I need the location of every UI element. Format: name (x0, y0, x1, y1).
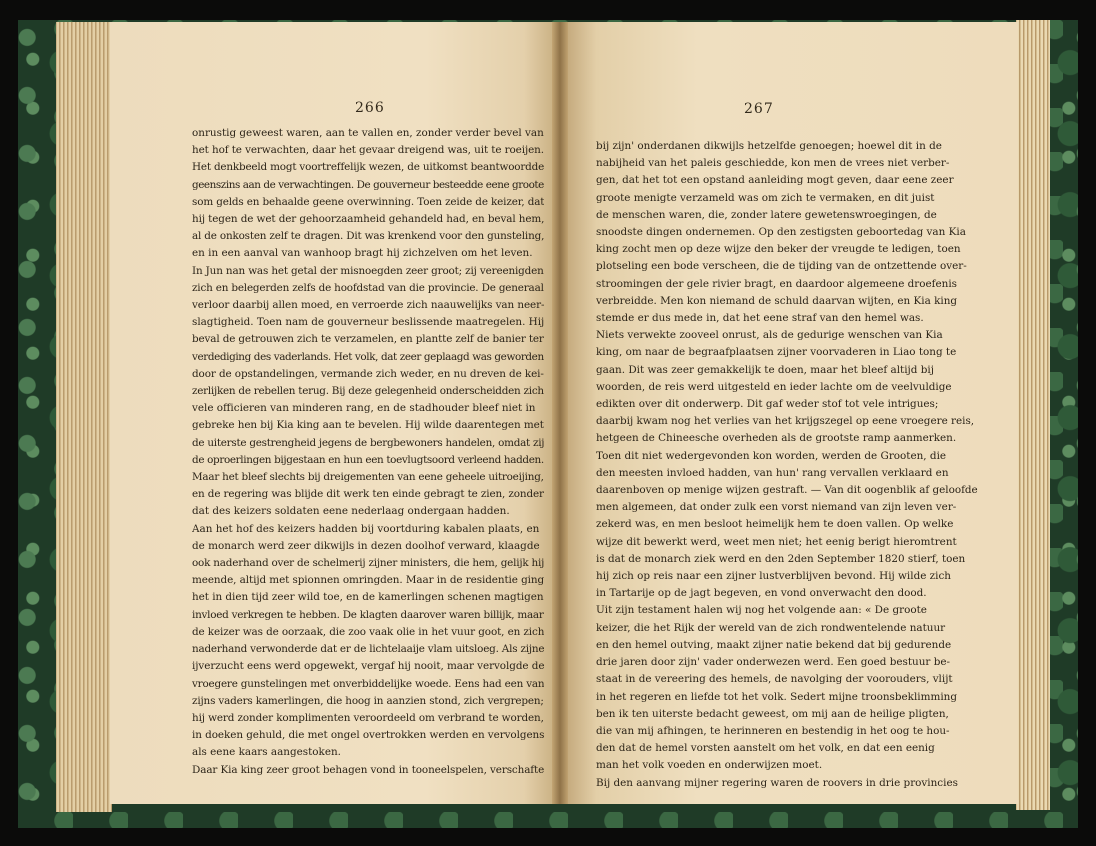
text-line: king zocht men op deze wijze den beker der vreugde te ledigen, toen (596, 243, 961, 256)
text-line: In Jun nan was het getal der misnoegden zeer groot; zij vereenigden (192, 264, 544, 277)
text-line: plotseling een bode verscheen, die de tijding van de ontzettende over- (596, 260, 967, 273)
text-line: drie jaren door zijn' vader onderwezen werd. Een goed bestuur be- (596, 656, 951, 669)
text-line: hij zich op reis naar een zijner lustverblijven bevond. Hij wilde zich (596, 570, 951, 583)
text-line: en den hemel outving, maakt zijner natie bekend dat bij gedurende (596, 638, 952, 651)
text-line: meende, altijd met spionnen omringden. Maar in de residentie ging (192, 574, 544, 587)
text-line: som gelds en behaalde geene overwinning. Toen zeide de keizer, dat (192, 195, 544, 208)
text-line: keizer, die het Rijk der wereld van de zich rondwentelende natuur (596, 621, 946, 634)
text-line: king, om naar de begraafplaatsen zijner voorvaderen in Liao tong te (596, 346, 957, 359)
text-line: de uiterste gestrengheid jegens de bergbewoners handelen, omdat zij (192, 436, 544, 449)
text-line: gen, dat het tot een opstand aanleiding mogt geven, daar eene zeer (596, 174, 954, 187)
text-line: gaan. Dit was zeer gemakkelijk te doen, maar het bleef altijd bij (596, 363, 934, 376)
text-line: Daar Kia king zeer groot behagen vond in tooneelspelen, verschafte (192, 763, 544, 776)
text-line: Maar het bleef slechts bij dreigementen van eene geheele uitroeijing, (192, 471, 544, 484)
text-line: dat des keizers soldaten eene nederlaag ondergaan hadden. (192, 505, 510, 518)
text-line: verloor daarbij allen moed, en verroerde zich naauwelijks van neer- (192, 299, 544, 312)
text-line: en de regering was blijde dit werk ten einde gebragt te zien, zonder (192, 488, 544, 501)
text-line: groote menigte verzameld was om zich te vermaken, en dit juist (596, 191, 935, 204)
text-line: die van mij afhingen, te herinneren en bestendig in het oog te hou- (596, 724, 950, 737)
text-line: invloed verkregen te hebben. De klagten daarover waren billijk, maar (192, 608, 544, 621)
text-line: slagtigheid. Toen nam de gouverneur beslissende maatregelen. Hij (192, 316, 544, 329)
text-line: Uit zijn testament halen wij nog het volgende aan: « De groote (596, 604, 927, 617)
text-line: edikten over dit onderwerp. Dit gaf weder stof tot vele intrigues; (596, 398, 939, 411)
text-line: Aan het hof des keizers hadden bij voortduring kabalen plaats, en (192, 522, 540, 535)
right-page-edges (1016, 20, 1050, 810)
text-line: nabijheid van het paleis geschiedde, kon men de vrees niet verber- (596, 157, 950, 170)
text-line: vroegere gunstelingen met onverbiddelijke woede. Eens had een van (192, 677, 544, 690)
book-gutter (552, 22, 568, 804)
text-line: zekerd was, en men besloot heimelijk hem te doen vallen. Op welke (596, 518, 954, 531)
text-line: de menschen waren, die, zonder latere gewetenswroegingen, de (596, 208, 937, 221)
text-line: geenszins aan de verwachtingen. De gouverneur besteedde eene groote (192, 178, 544, 191)
text-line: snoodste dingen ondernemen. Op den zestigsten geboortedag van Kia (596, 226, 966, 239)
text-line: Niets verwekte zooveel onrust, als de gedurige wenschen van Kia (596, 329, 943, 342)
left-page-number: 266 (355, 100, 385, 116)
text-line: wijze dit bewerkt werd, weet men niet; het eenig berigt hieromtrent (596, 535, 957, 548)
text-line: woorden, de reis werd uitgesteld en ieder lachte om de veelvuldige (596, 380, 952, 393)
text-line: men algemeen, dat onder zulk een vorst niemand van zijn leven ver- (596, 501, 957, 514)
text-line: den dat de hemel vorsten aanstelt om het volk, en dat een eenig (596, 742, 935, 755)
text-line: ijverzucht eens werd opgewekt, vergaf hij nooit, maar vervolgde de (192, 660, 544, 673)
text-line: in Tartarije op de jagt begeven, en vond onverwacht den dood. (596, 587, 927, 600)
text-line: als eene kaars aangestoken. (192, 746, 341, 759)
text-line: den meesten invloed hadden, van hun' rang vervallen verklaard en (596, 466, 949, 479)
text-line: hij werd zonder komplimenten veroordeeld om verbrand te worden, (192, 711, 544, 724)
text-line: daarbij kwam nog het verlies van het krijgszegel op eene vroegere reis, (596, 415, 975, 428)
text-line: is dat de monarch ziek werd en den 2den September 1820 stierf, toen (596, 552, 966, 565)
text-line: het hof te verwachten, daar het gevaar dreigend was, uit te roeijen. (192, 144, 544, 157)
text-line: vele officieren van minderen rang, en de stadhouder bleef niet in (192, 402, 536, 415)
text-line: ook naderhand over de schelmerij zijner ministers, die hem, gelijk hij (192, 557, 544, 570)
text-line: al de onkosten zelf te dragen. Dit was krenkend voor den gunsteling, (192, 230, 544, 243)
right-page-body (596, 138, 978, 792)
text-line: verbreidde. Men kon niemand de schuld daarvan wijten, en Kia king (596, 294, 958, 307)
text-line: de keizer was de oorzaak, die zoo vaak olie in het vuur goot, en zich (192, 625, 544, 638)
text-line: het in dien tijd zeer wild toe, en de kamerlingen schenen magtigen (192, 591, 544, 604)
text-line: zich en belegerden zelfs de hoofdstad van die provincie. De generaal (192, 281, 544, 294)
right-page (560, 22, 1018, 804)
text-line: en in een aanval van wanhoop bragt hij zichzelven om het leven. (192, 247, 533, 260)
text-line: hij tegen de wet der gehoorzaamheid gehandeld had, en beval hem, (192, 213, 544, 226)
text-line: man het volk voeden en onderwijzen moet. (596, 759, 823, 772)
left-page-edges (56, 22, 112, 812)
text-line: zijns vaders kamerlingen, die hoog in aanzien stond, zich vergrepen; (192, 694, 544, 707)
right-page-number: 267 (744, 101, 774, 117)
text-line: onrustig geweest waren, aan te vallen en, zonder verder bevel van (192, 127, 544, 139)
text-line: ben ik ten uiterste bedacht geweest, om mij aan de heilige pligten, (596, 707, 949, 720)
text-line: beval de getrouwen zich te verzamelen, en plantte zelf de banier ter (192, 333, 544, 346)
text-line: in het regeren en liefde tot het volk. Sedert mijne troonsbeklimming (596, 690, 957, 703)
text-line: daarenboven op menige wijzen gestraft. — Van dit oogenblik af geloofde (596, 484, 978, 497)
text-line: in doeken gehuld, die met ongel overtrokken werden en vervolgens (192, 729, 544, 742)
left-page (110, 22, 560, 804)
text-line: de oproerlingen bijgestaan en hun een toevlugtsoord verleend hadden. (192, 453, 544, 466)
text-line: zerlijken de rebellen terug. Bij deze gelegenheid onderscheidden zich (192, 385, 544, 398)
text-line: stroomingen der gele rivier bragt, en daardoor algemeene droefenis (596, 277, 958, 290)
text-line: naderhand verwonderde dat er de lichtelaaije vlam uitsloeg. Als zijne (192, 643, 544, 656)
text-line: Toen dit niet wedergevonden kon worden, werden de Grooten, die (596, 449, 947, 462)
text-line: verdediging des vaderlands. Het volk, dat zeer geplaagd was geworden (192, 350, 544, 363)
text-line: staat in de vereering des hemels, de navolging der voorouders, vlijt (596, 673, 953, 686)
text-line: bij zijn' onderdanen dikwijls hetzelfde genoegen; hoewel dit in de (596, 140, 942, 152)
text-line: gebreke hen bij Kia king aan te bevelen. Hij wilde daarentegen met (192, 419, 544, 432)
text-line: Het denkbeeld mogt voortreffelijk wezen, de uitkomst beantwoordde (192, 161, 544, 174)
text-line: stemde er dus mede in, dat het eene straf van den hemel was. (596, 312, 924, 325)
text-line: door de opstandelingen, vermande zich weder, en nu dreven de kei- (192, 367, 544, 380)
text-line: Bij den aanvang mijner regering waren de roovers in drie provincies (596, 776, 958, 789)
left-page-body (192, 125, 544, 779)
text-line: de monarch werd zeer dikwijls in dezen doolhof verward, klaagde (192, 539, 540, 552)
text-line: hetgeen de Chineesche overheden als de grootste ramp aanmerken. (596, 432, 957, 445)
